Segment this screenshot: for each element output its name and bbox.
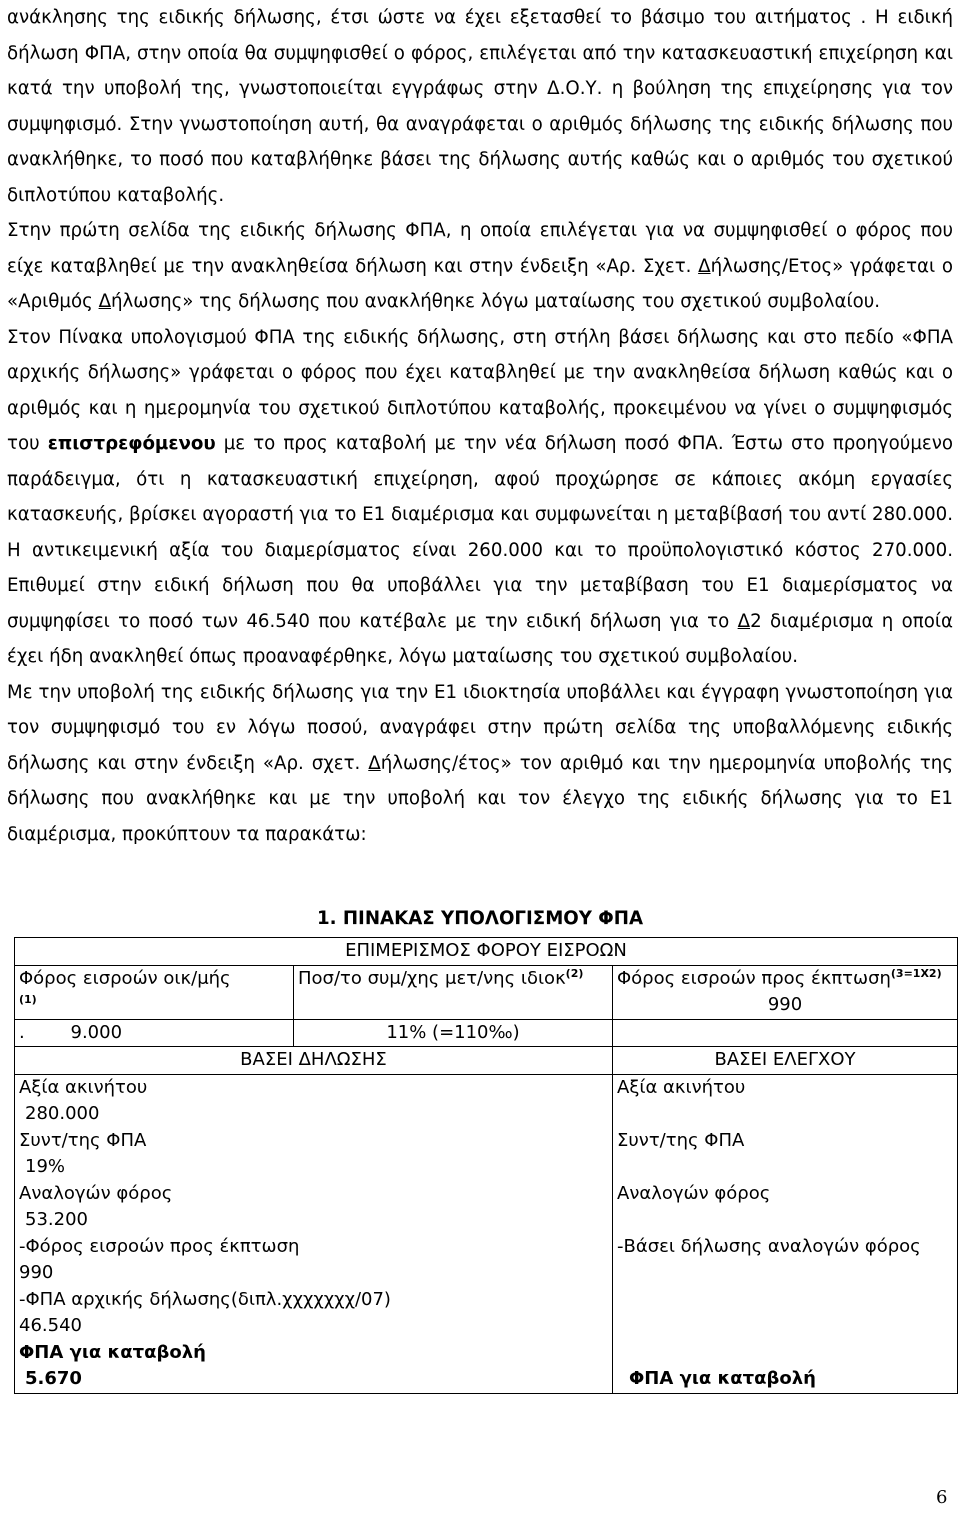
document-body xyxy=(7,0,953,852)
row-value: 46.540 xyxy=(19,1315,82,1336)
right-block xyxy=(613,1074,958,1393)
deductible-tax-value: 990 xyxy=(767,994,803,1015)
basis-declaration-header: ΒΑΣΕΙ ΔΗΛΩΣΗΣ xyxy=(15,1047,613,1075)
row-value: 19% xyxy=(25,1156,66,1177)
input-tax-value: . 9.000 xyxy=(15,1019,294,1047)
final-value: 5.670 xyxy=(25,1368,82,1389)
row-label: Αναλογών φόρος xyxy=(19,1182,173,1204)
input-tax-label-cell: Φόρος εισροών οικ/μής $^{(1)}$ xyxy=(15,965,294,1019)
left-block xyxy=(15,1074,613,1393)
row-label: -Φόρος εισροών προς έκπτωση xyxy=(19,1235,300,1257)
paragraph-2: Στην πρώτη σελίδα της ειδικής δήλωσης ΦΠΑ, η οποία επιλέγεται για να συμψηφισθεί ο φόρος που είχε καταβληθεί με την ανακληθείσα δήλωση και στην ένδειξη «Αρ. Σχετ. Δήλωσης/Ετος» γράφεται ο «Αριθμός Δήλωσης» της δήλωσης που ανακλήθηκε λόγω ματαίωσης του σχετικού συμβολαίου. xyxy=(7,220,953,312)
row-label: Συντ/της ΦΠΑ xyxy=(617,1129,745,1151)
page-number: 6 xyxy=(936,1487,948,1508)
paragraph-4: Με την υποβολή της ειδικής δήλωσης για την Ε1 ιδιοκτησία υποβάλλει και έγγραφη γνωστοποίηση για τον συμψηφισμό του εν λόγω ποσού, αναγράφει στην πρώτη σελίδα της υποβαλλόμενης ειδικής δήλωσης και στην ένδειξη «Αρ. σχετ. Δήλωσης/έτος» τον αριθμό και την ημερομηνία υποβολής της δήλωσης που ανακλήθηκε και με την υποβολή και τον έλεγχο της ειδικής δήλωσης για το Ε1 διαμέρισμα, προκύπτουν τα παρακάτω: xyxy=(7,681,953,845)
table-title: 1. ΠΙΝΑΚΑΣ ΥΠΟΛΟΓΙΣΜΟΥ ΦΠΑ xyxy=(316,908,644,929)
empty-cell xyxy=(613,1019,958,1047)
percentage-label-cell: Ποσ/το συμ/χης μετ/νης ιδιοκ$^{(2)}$ xyxy=(294,965,613,1019)
row-label: Συντ/της ΦΠΑ xyxy=(19,1129,147,1151)
paragraph-1: ανάκλησης της ειδικής δήλωσης, έτσι ώστε να έχει εξετασθεί το βάσιμο του αιτήματος . Η ειδική δήλωση ΦΠΑ, στην οποία θα συμψηφισθεί ο φόρος, επιλέγεται από την κατασκευαστική επιχείρηση και κατά την υποβολή της, γνωστοποιείται εγγράφως στην Δ.Ο.Υ. η βούληση της επιχείρησης για τον συμψηφισμό. Στην γνωστοποίηση αυτή, θα αναγράφεται ο αριθμός δήλωσης της ειδικής δήλωσης που ανακλήθηκε, το ποσό που καταβλήθηκε βάσει της δήλωσης αυτής καθώς και ο αριθμός του σχετικού διπλοτύπου καταβολής. xyxy=(7,7,953,206)
row-label: -ΦΠΑ αρχικής δήλωσης(διπλ.χχχχχχχ/07) xyxy=(19,1288,391,1310)
deductible-tax-cell: Φόρος εισροών προς έκπτωση$^{(3=1X2)}$ 990 xyxy=(613,965,958,1019)
final-label: ΦΠΑ για καταβολή xyxy=(19,1341,206,1363)
final-right-label: ΦΠΑ για καταβολή xyxy=(629,1368,816,1389)
paragraph-3: Στον Πίνακα υπολογισμού ΦΠΑ της ειδικής δήλωσης, στη στήλη βάσει δήλωσης και στο πεδίο «ΦΠΑ αρχικής δήλωσης» γράφεται ο φόρος που έχει καταβληθεί με την ανακληθείσα δήλωση καθώς και ο αριθμός και η ημερομηνία του σχετικού διπλοτύπου καταβολής, προκειμένου να γίνει ο συμψηφισμός του επιστρεφόμενου με το προς καταβολή με την νέα δήλωση ποσό ΦΠΑ. Έστω στο προηγούμενο παράδειγμα, ότι η κατασκευαστική επιχείρηση, αφού προχώρησε σε κάποιες ακόμη εργασίες κατασκευής, βρίσκει αγοραστή για το Ε1 διαμέρισμα και συμφωνείται η μεταβίβασή του αντί 280.000. Η αντικειμενική αξία του διαμερίσματος είναι 260.000 και το προϋπολογιστικό κόστος 270.000. Επιθυμεί στην ειδική δήλωση που θα υποβάλλει για την μεταβίβαση του Ε1 διαμερίσματος να συμψηφίσει το ποσό των 46.540 που κατέβαλε με την ειδική δήλωση για το Δ2 διαμέρισμα η οποία έχει ήδη ανακληθεί όπως προαναφέρθηκε, λόγω ματαίωσης του σχετικού συμβολαίου. xyxy=(7,326,954,667)
percentage-value: 11% (=110‰) xyxy=(294,1019,613,1047)
vat-calculation-table xyxy=(14,937,958,1394)
row-label: Αξία ακινήτου xyxy=(617,1076,746,1098)
row-label: -Βάσει δήλωσης αναλογών φόρος xyxy=(617,1235,921,1257)
row-label: Αξία ακινήτου xyxy=(19,1076,148,1098)
basis-audit-header: ΒΑΣΕΙ ΕΛΕΓΧΟΥ xyxy=(613,1047,958,1075)
row-value: 53.200 xyxy=(25,1209,88,1230)
table-header: ΕΠΙΜΕΡΙΣΜΟΣ ΦΟΡΟΥ ΕΙΣΡΟΩΝ xyxy=(15,938,958,966)
row-label: Αναλογών φόρος xyxy=(617,1182,771,1204)
row-value: 990 xyxy=(19,1262,54,1283)
row-value: 280.000 xyxy=(25,1103,100,1124)
